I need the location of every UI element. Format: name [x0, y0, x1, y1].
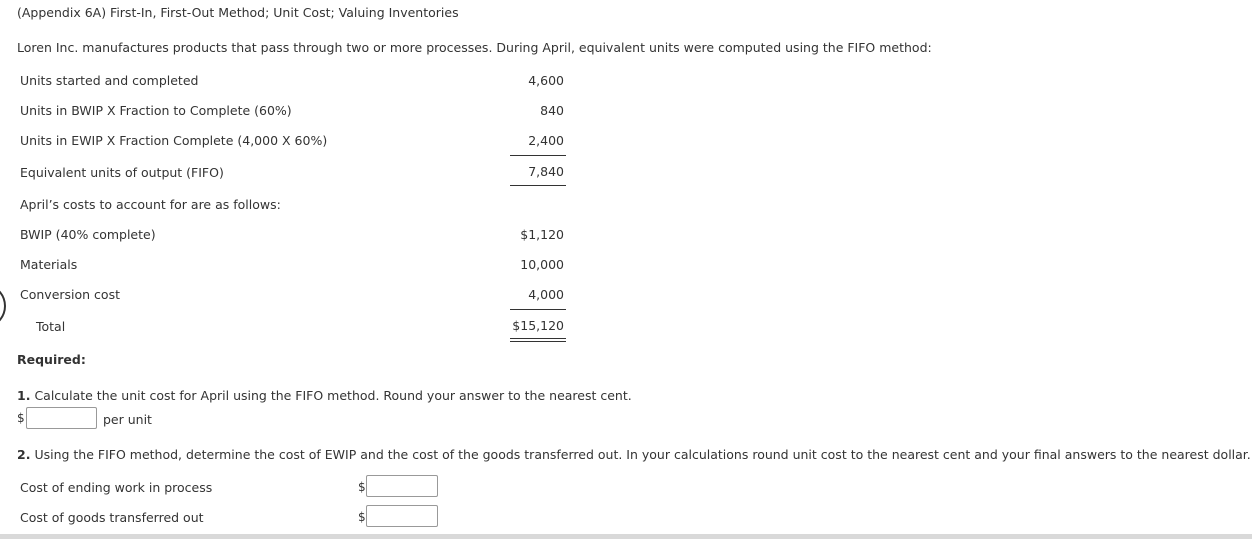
unit-cost-input[interactable]: [26, 407, 97, 429]
scroll-marker-icon: [0, 286, 6, 326]
bottom-divider: [0, 534, 1252, 539]
cost-row-label: BWIP (40% complete): [20, 227, 156, 242]
required-heading: Required:: [17, 352, 86, 367]
question-2: [17, 447, 1251, 462]
double-total-rule: [510, 338, 566, 342]
question-1-text: Calculate the unit cost for April using the FIFO method. Round your answer to the nearest cent.: [34, 388, 632, 403]
currency-symbol: $: [17, 411, 25, 425]
cost-row-value: 10,000: [520, 257, 564, 272]
total-rule: [510, 185, 566, 186]
units-row-label: Units started and completed: [20, 73, 199, 88]
question-1: [17, 388, 632, 403]
units-row-value: 2,400: [528, 133, 564, 148]
currency-symbol: $: [358, 510, 366, 524]
subtotal-rule: [510, 155, 566, 156]
question-2-text: Using the FIFO method, determine the cost of EWIP and the cost of the goods transferred out. In your calculations round unit cost to the nearest cent and your final answers to the nearest dollar.: [34, 447, 1251, 462]
units-row-label: Units in EWIP X Fraction Complete (4,000 X 60%): [20, 133, 328, 148]
cost-total-value: $15,120: [512, 318, 564, 333]
cost-row-value: $1,120: [520, 227, 564, 242]
subtotal-rule: [510, 309, 566, 310]
cost-total-label: Total: [36, 319, 66, 334]
ewip-cost-label: Cost of ending work in process: [20, 480, 213, 495]
unit-label: per unit: [103, 412, 152, 427]
currency-symbol: $: [358, 480, 366, 494]
question-1-number: 1.: [17, 388, 31, 403]
cost-row-label: Materials: [20, 257, 78, 272]
units-row-value: 4,600: [528, 73, 564, 88]
units-total-label: Equivalent units of output (FIFO): [20, 165, 224, 180]
intro-text: Loren Inc. manufactures products that pass through two or more processes. During April, equivalent units were computed using the FIFO method:: [17, 40, 932, 55]
transferred-out-cost-input[interactable]: [366, 505, 438, 527]
transferred-out-cost-label: Cost of goods transferred out: [20, 510, 204, 525]
units-total-value: 7,840: [528, 164, 564, 179]
units-row-label: Units in BWIP X Fraction to Complete (60%): [20, 103, 292, 118]
costs-heading: April’s costs to account for are as follows:: [20, 197, 281, 212]
page-title: (Appendix 6A) First-In, First-Out Method; Unit Cost; Valuing Inventories: [17, 5, 459, 20]
cost-row-value: 4,000: [528, 287, 564, 302]
question-2-number: 2.: [17, 447, 31, 462]
cost-row-label: Conversion cost: [20, 287, 120, 302]
ewip-cost-input[interactable]: [366, 475, 438, 497]
units-row-value: 840: [540, 103, 564, 118]
